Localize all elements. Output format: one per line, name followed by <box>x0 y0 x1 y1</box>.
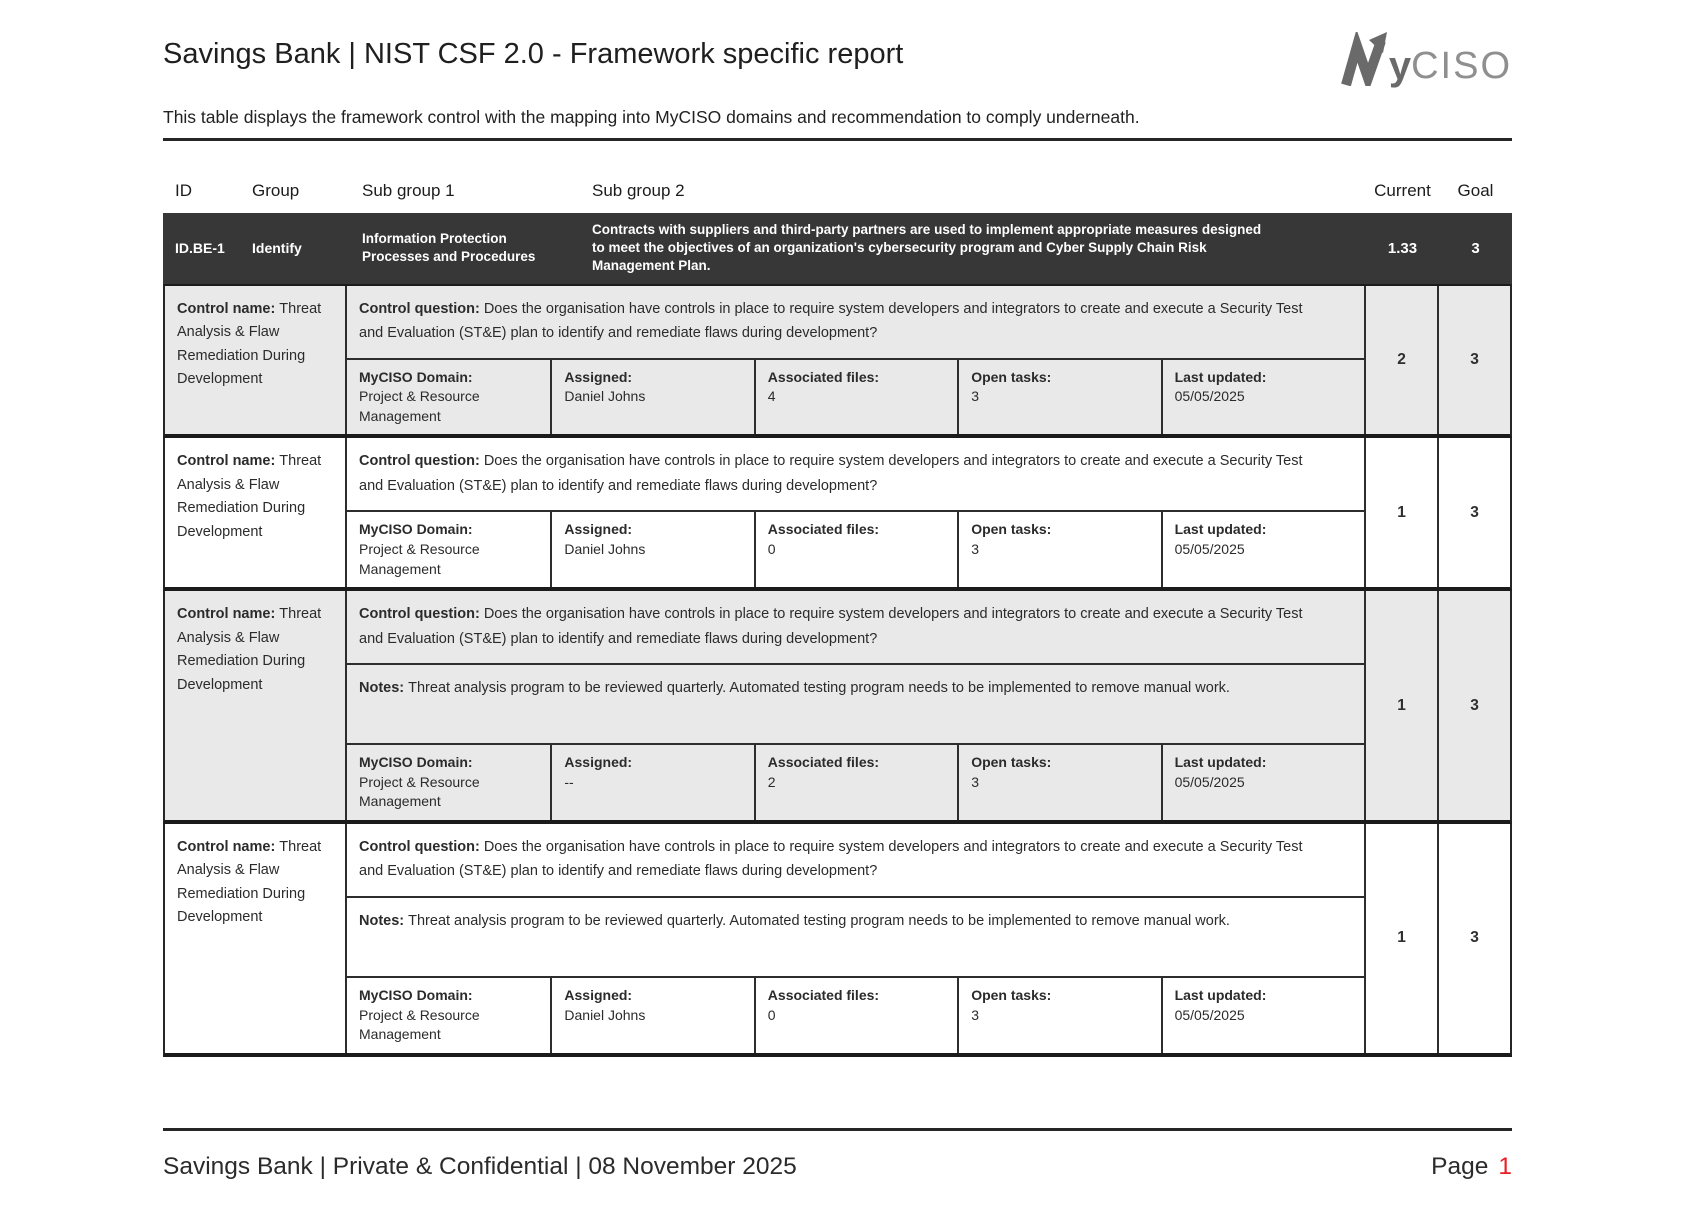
control-block <box>163 284 1512 439</box>
control-name-cell <box>165 438 347 587</box>
control-detail-row <box>347 358 1364 435</box>
control-question-label: Control question: <box>359 300 480 317</box>
current-score: 2 <box>1364 286 1437 435</box>
control-name-value: Threat Analysis & Flaw Remediation During Development <box>177 453 322 540</box>
report-title: Savings Bank | NIST CSF 2.0 - Framework specific report <box>163 38 904 70</box>
column-header-id: ID <box>175 181 192 200</box>
files-cell: Associated files: 0 <box>754 512 957 587</box>
report-heading-group <box>163 30 903 71</box>
table-column-headers <box>163 181 1512 201</box>
assigned-cell: Assigned: Daniel Johns <box>550 512 753 587</box>
column-header-group: Group <box>252 181 300 200</box>
control-name-label: Control name: <box>177 453 276 470</box>
report-footer <box>163 1128 1512 1181</box>
tasks-cell: Open tasks: 3 <box>957 512 1160 587</box>
footer-divider <box>163 1128 1512 1131</box>
framework-goal-score: 3 <box>1471 239 1480 257</box>
assigned-cell: Assigned: -- <box>550 745 753 820</box>
report-subtitle: This table displays the framework control with the mapping into MyCISO domains and recommendation to comply underneath. <box>163 107 1140 127</box>
control-name-cell <box>165 591 347 820</box>
control-question-cell <box>347 824 1364 896</box>
control-detail-row <box>347 510 1364 587</box>
goal-score: 3 <box>1437 286 1510 435</box>
control-block-main <box>347 591 1364 820</box>
notes-value: Threat analysis program to be reviewed quarterly. Automated testing program needs to be implemented to remove manual work. <box>408 680 1230 697</box>
control-question-cell <box>347 591 1364 663</box>
control-detail-row <box>347 976 1364 1053</box>
logo-arrow-m-icon <box>1341 32 1393 86</box>
page-number: 1 <box>1498 1153 1512 1180</box>
framework-table <box>163 181 1512 1057</box>
domain-cell: MyCISO Domain: Project & Resource Management <box>359 987 480 1043</box>
control-block-main <box>347 286 1364 435</box>
notes-label: Notes: <box>359 913 405 929</box>
control-block <box>163 824 1512 1057</box>
framework-id: ID.BE-1 <box>175 240 225 257</box>
page-indicator <box>1431 1153 1512 1181</box>
control-question-value: Does the organisation have controls in place to require system developers and integrators to create and execute a Security Test and Evaluation (ST&E) plan to identify and remediate flaws during development? <box>359 606 1303 647</box>
control-name-label: Control name: <box>177 606 276 623</box>
tasks-cell: Open tasks: 3 <box>957 745 1160 820</box>
header-divider <box>163 138 1512 141</box>
control-block <box>163 438 1512 591</box>
files-cell: Associated files: 0 <box>754 978 957 1053</box>
page-label: Page <box>1431 1153 1489 1180</box>
logo-text-my: y <box>1388 44 1412 88</box>
control-question-value: Does the organisation have controls in place to require system developers and integrators to create and execute a Security Test and Evaluation (ST&E) plan to identify and remediate flaws during development? <box>359 839 1303 880</box>
control-question-label: Control question: <box>359 839 480 855</box>
control-name-value: Threat Analysis & Flaw Remediation During Development <box>177 300 322 388</box>
current-score: 1 <box>1364 824 1437 1053</box>
domain-cell: MyCISO Domain: Project & Resource Management <box>359 521 480 577</box>
column-header-goal: Goal <box>1457 181 1494 200</box>
logo-text-ciso: CISO <box>1411 45 1512 88</box>
tasks-cell: Open tasks: 3 <box>957 978 1160 1053</box>
control-question-label: Control question: <box>359 453 480 470</box>
framework-group: Identify <box>252 240 302 257</box>
goal-score: 3 <box>1437 591 1510 820</box>
domain-cell: MyCISO Domain: Project & Resource Management <box>359 754 480 810</box>
tasks-cell: Open tasks: 3 <box>957 360 1160 435</box>
control-question-label: Control question: <box>359 606 480 623</box>
framework-subgroup1: Information Protection Processes and Procedures <box>362 231 536 265</box>
goal-score: 3 <box>1437 824 1510 1053</box>
current-score: 1 <box>1364 591 1437 820</box>
column-header-current: Current <box>1374 181 1431 200</box>
framework-header-row <box>163 213 1512 284</box>
footer-confidential-text: Savings Bank | Private & Confidential | 08 November 2025 <box>163 1153 797 1180</box>
updated-cell: Last updated: 05/05/2025 <box>1161 745 1364 820</box>
control-name-cell <box>165 824 347 1053</box>
files-cell: Associated files: 2 <box>754 745 957 820</box>
control-question-cell <box>347 286 1364 358</box>
report-header <box>163 30 1512 86</box>
assigned-cell: Assigned: Daniel Johns <box>550 360 753 435</box>
control-block <box>163 591 1512 824</box>
myciso-logo <box>1341 32 1512 86</box>
control-question-cell <box>347 438 1364 510</box>
column-header-subgroup2: Sub group 2 <box>592 181 685 200</box>
assigned-cell: Assigned: Daniel Johns <box>550 978 753 1053</box>
framework-subgroup2: Contracts with suppliers and third-party partners are used to implement appropriate measures designed to meet the objectives of an organization's cybersecurity program and Cyber Supply Chain Risk Management Plan. <box>592 222 1262 274</box>
control-question-value: Does the organisation have controls in place to require system developers and integrators to create and execute a Security Test and Evaluation (ST&E) plan to identify and remediate flaws during development? <box>359 453 1303 494</box>
current-score: 1 <box>1364 438 1437 587</box>
notes-value: Threat analysis program to be reviewed quarterly. Automated testing program needs to be implemented to remove manual work. <box>408 913 1230 929</box>
control-block-main <box>347 438 1364 587</box>
domain-cell: MyCISO Domain: Project & Resource Management <box>359 368 480 424</box>
control-notes-cell <box>347 896 1364 976</box>
control-question-value: Does the organisation have controls in place to require system developers and integrators to create and execute a Security Test and Evaluation (ST&E) plan to identify and remediate flaws during development? <box>359 300 1303 342</box>
notes-label: Notes: <box>359 680 405 697</box>
goal-score: 3 <box>1437 438 1510 587</box>
control-name-label: Control name: <box>177 300 276 317</box>
control-name-cell <box>165 286 347 435</box>
control-notes-cell <box>347 663 1364 743</box>
files-cell: Associated files: 4 <box>754 360 957 435</box>
control-name-label: Control name: <box>177 839 276 855</box>
control-name-value: Threat Analysis & Flaw Remediation During Development <box>177 606 322 693</box>
column-header-subgroup1: Sub group 1 <box>362 181 455 200</box>
control-block-main <box>347 824 1364 1053</box>
updated-cell: Last updated: 05/05/2025 <box>1161 978 1364 1053</box>
control-name-value: Threat Analysis & Flaw Remediation During Development <box>177 839 322 926</box>
updated-cell: Last updated: 05/05/2025 <box>1161 360 1364 435</box>
framework-current-score: 1.33 <box>1387 239 1418 257</box>
control-detail-row <box>347 743 1364 820</box>
updated-cell: Last updated: 05/05/2025 <box>1161 512 1364 587</box>
